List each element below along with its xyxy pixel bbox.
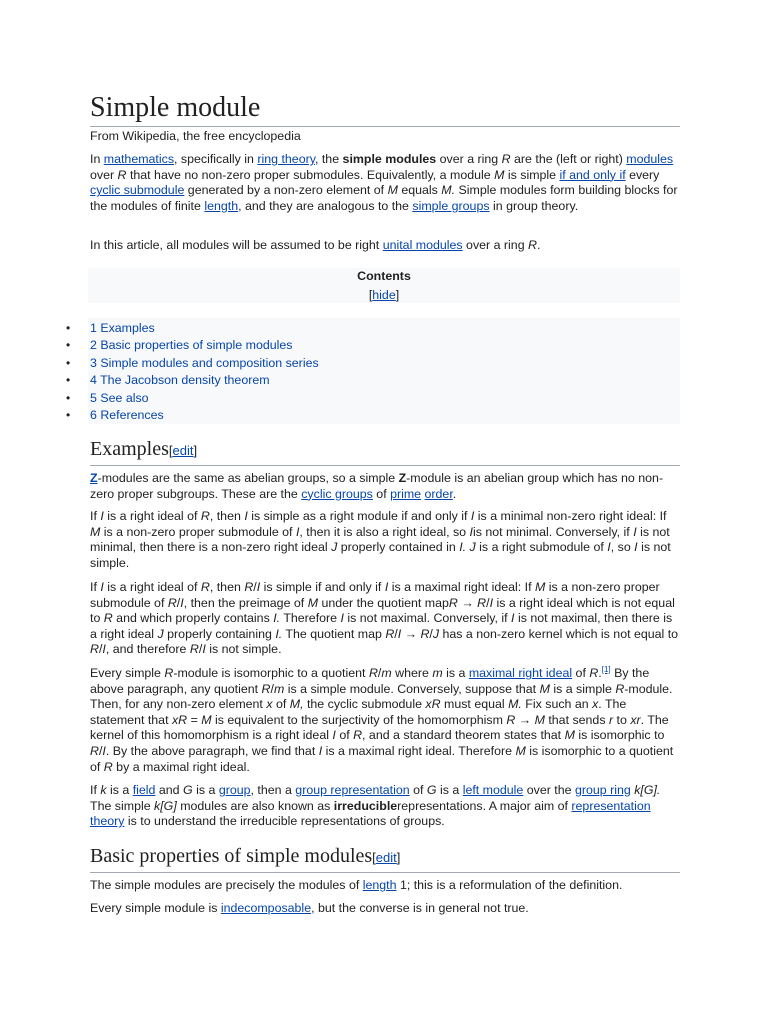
toc-item-label[interactable]: 1 Examples — [90, 321, 155, 335]
text-run: is a non-zero proper submodule of — [100, 524, 296, 539]
text-run: I — [180, 595, 184, 610]
text-run: is a right submodule of — [475, 540, 608, 555]
text-run: -module is isomorphic to a quotient — [173, 666, 369, 680]
text-run: is a right ideal of — [103, 509, 201, 523]
text-run: By the above paragraph, any quotient — [90, 666, 650, 696]
text-run: is a non-zero proper submodule of — [90, 580, 660, 610]
text-run: to — [613, 712, 631, 727]
text-run: → — [457, 595, 478, 610]
text-run: . — [452, 486, 457, 501]
text-run: R — [615, 681, 625, 696]
text-run: I — [634, 540, 638, 555]
text-run: R — [528, 238, 537, 252]
text-run: over the — [523, 783, 575, 797]
text-run: where — [391, 666, 433, 680]
text-run: m — [432, 666, 443, 680]
text-run: R — [189, 642, 199, 657]
text-run: , and a standard theorem states that — [362, 728, 565, 743]
text-run: I — [244, 509, 248, 523]
article-link[interactable]: left module — [462, 783, 524, 797]
text-run: M — [494, 167, 505, 182]
toc-item-label[interactable]: 3 Simple modules and composition series — [90, 355, 319, 370]
text-run: over — [90, 167, 118, 182]
text-run: that sends — [544, 712, 609, 727]
text-run: I. — [275, 626, 283, 641]
article-link[interactable]: [1] — [601, 664, 611, 674]
text-run: Fix such an — [521, 697, 593, 712]
text-run: M — [387, 183, 398, 198]
text-run: R — [103, 611, 113, 626]
text-run: , then the preimage of — [183, 595, 308, 610]
edit-section-link[interactable]: edit — [375, 850, 397, 865]
text-run: = — [187, 712, 202, 727]
text-run: is a maximal right ideal. Therefore — [322, 743, 516, 758]
text-run: R — [261, 681, 271, 696]
examples-paragraph-5 — [90, 783, 680, 830]
text-run: and — [155, 783, 183, 797]
article-link[interactable]: group ring — [574, 783, 631, 797]
text-run: G — [426, 783, 437, 797]
text-run: R — [501, 152, 511, 166]
text-run: R — [167, 595, 177, 610]
examples-paragraph-3 — [90, 580, 680, 658]
text-run: M — [90, 524, 101, 539]
text-run: G — [183, 783, 193, 797]
text-run: I — [256, 580, 261, 594]
text-run: R — [506, 712, 516, 727]
text-run: If — [90, 783, 101, 797]
section-heading-text: Basic properties of simple modules — [90, 845, 373, 867]
text-run: under the quotient map — [318, 595, 449, 610]
text-run: -modules are the same as abelian groups, so a simple — [97, 471, 399, 485]
text-run: / — [176, 595, 181, 610]
text-run: I — [340, 611, 344, 626]
article-link[interactable]: cyclic submodule — [90, 183, 185, 198]
text-run: is not maximal. Conversely, if — [343, 611, 512, 626]
text-run: is not simple. — [90, 540, 671, 570]
text-run: I — [489, 595, 494, 610]
text-run: in group theory. — [489, 198, 579, 213]
text-run: . — [537, 238, 541, 252]
article-link[interactable]: unital modules — [382, 238, 463, 252]
examples-paragraph-1 — [90, 471, 680, 502]
text-run: is a right ideal which is not equal to — [90, 595, 675, 626]
toc-item-label[interactable]: 2 Basic properties of simple modules — [90, 338, 293, 353]
text-run: is not minimal, then there is a non-zero right ideal — [90, 524, 670, 555]
text-run: is simple — [504, 167, 560, 182]
text-run: I — [633, 524, 637, 539]
intro-paragraph-2 — [90, 238, 680, 254]
examples-paragraph-4 — [90, 666, 680, 775]
text-run: R — [117, 167, 127, 182]
table-of-contents — [88, 268, 680, 303]
edit-section-control — [372, 850, 400, 865]
examples-paragraph-2 — [90, 509, 680, 571]
article-link[interactable]: length — [362, 878, 397, 892]
text-run: J — [157, 626, 164, 641]
toc-item[interactable] — [0, 407, 680, 424]
text-run: M — [201, 712, 212, 727]
text-run: over a ring — [436, 152, 502, 166]
section-heading-basic-properties — [90, 844, 680, 873]
text-run: In this article, all modules will be assumed to be right — [90, 238, 383, 252]
text-run: k[G] — [154, 798, 177, 813]
toc-hide-close-bracket: ] — [395, 287, 400, 302]
text-run: representations. A major aim of — [397, 798, 572, 813]
text-run: simple modules — [342, 152, 437, 166]
text-run: , the — [314, 152, 343, 166]
text-run: / — [198, 642, 203, 657]
text-run: I. — [459, 540, 467, 555]
text-run: , then — [209, 580, 245, 594]
text-run: is equivalent to the surjectivity of the homomorphism — [211, 712, 507, 727]
text-run: Every simple — [90, 666, 165, 680]
toc-hide-open-bracket: [ — [368, 287, 373, 302]
text-run: I — [469, 524, 473, 539]
text-run: of — [272, 697, 290, 712]
text-run: . By the above paragraph, we find that — [105, 743, 319, 758]
text-run: r — [608, 712, 614, 727]
article-link[interactable]: simple groups — [412, 198, 490, 213]
text-run: / — [270, 681, 274, 696]
text-run: I — [470, 509, 475, 523]
text-run: R — [385, 626, 395, 641]
text-run: → — [401, 626, 421, 641]
text-run: properly contained in — [337, 540, 460, 555]
text-run: , then it is also a right ideal, so — [299, 524, 470, 539]
tagline: From Wikipedia, the free encyclopedia — [90, 129, 301, 143]
text-run: M — [534, 580, 546, 594]
section-heading-examples — [90, 437, 680, 466]
text-run: , then — [209, 509, 245, 523]
text-run: / — [429, 626, 433, 641]
text-run: -module is an abelian group which has no non-zero proper subgroups. These are the — [90, 471, 664, 501]
text-run: / — [394, 626, 398, 641]
text-run: I — [318, 743, 323, 758]
edit-section-link[interactable]: edit — [172, 443, 194, 458]
text-run: R — [448, 595, 458, 610]
text-run: M — [539, 681, 550, 696]
text-run: 1; this is a reformulation of the definition. — [396, 878, 623, 892]
text-run: properly containing — [163, 626, 276, 641]
article-link[interactable]: cyclic groups — [301, 486, 373, 501]
text-run: I — [607, 540, 611, 555]
toc-item-label[interactable]: 6 References — [90, 407, 164, 422]
edit-open-bracket: [ — [372, 850, 376, 865]
text-run: x — [266, 697, 273, 712]
edit-open-bracket: [ — [168, 443, 173, 458]
text-run: irreducible — [333, 798, 398, 813]
text-run: M. — [508, 697, 522, 712]
text-run: / — [98, 743, 103, 758]
text-run: / — [253, 580, 257, 594]
article-link[interactable]: indecomposable — [220, 901, 312, 915]
text-run: R — [200, 509, 210, 523]
text-run: M. — [441, 183, 456, 198]
text-run: xR — [425, 697, 441, 712]
text-run: Z — [398, 471, 407, 485]
toc-item[interactable] — [0, 372, 680, 389]
text-run: → — [515, 712, 535, 727]
text-run: of — [409, 783, 427, 797]
text-run: If — [90, 580, 101, 594]
text-run: is isomorphic to — [574, 728, 665, 743]
bullet-icon: • — [66, 338, 71, 353]
text-run: J — [432, 626, 440, 641]
text-run: must equal — [440, 697, 509, 712]
basic-paragraph-2 — [90, 901, 680, 917]
text-run: J — [469, 540, 476, 555]
text-run: I — [511, 611, 515, 626]
text-run: is a minimal non-zero right ideal: If — [474, 509, 667, 523]
text-run: are the (left or right) — [510, 152, 627, 166]
bullet-icon: • — [66, 373, 71, 388]
text-run: I — [384, 580, 389, 594]
bullet-icon: • — [66, 355, 71, 370]
text-run: modules are also known as — [176, 798, 334, 813]
text-run: is a maximal right ideal: If — [388, 580, 535, 594]
text-run: k[G]. — [634, 783, 661, 797]
text-run: I — [202, 642, 206, 657]
text-run: the cyclic submodule — [303, 697, 426, 712]
text-run: m — [273, 681, 285, 696]
text-run: is to understand the irreducible representations of groups. — [124, 814, 445, 829]
text-run: I — [102, 743, 106, 758]
text-run: , then a — [250, 783, 296, 797]
toc-list — [0, 320, 680, 424]
text-run: I — [100, 509, 104, 523]
text-run: , so — [610, 540, 635, 555]
text-run: R — [200, 580, 210, 594]
text-run: is a — [436, 783, 463, 797]
toc-title: Contents — [357, 269, 411, 283]
intro-paragraph — [90, 152, 680, 214]
text-run: is a — [442, 666, 469, 680]
text-run: R — [103, 759, 113, 774]
bullet-icon: • — [66, 321, 71, 335]
text-run: I — [397, 626, 402, 641]
text-run: and which properly contains — [112, 611, 274, 626]
text-run: equals — [397, 183, 442, 198]
text-run: x — [592, 697, 599, 712]
text-run: that have no non-zero proper submodules. Equivalently, a module — [126, 167, 495, 182]
text-run: of — [335, 728, 354, 743]
text-run: is simple if and only if — [260, 580, 385, 594]
text-run: is a — [192, 783, 219, 797]
text-run: R — [368, 666, 378, 680]
article-link[interactable]: if and only if — [559, 167, 626, 182]
text-run: . The statement that — [90, 697, 627, 727]
section-heading-text: Examples — [90, 438, 169, 460]
text-run: R — [420, 626, 430, 641]
article-link[interactable]: field — [132, 783, 156, 797]
text-run: R — [353, 728, 363, 743]
article-link[interactable]: maximal right ideal — [468, 666, 573, 680]
text-run: The simple modules are precisely the modules of — [90, 878, 363, 892]
bullet-icon: • — [66, 407, 71, 422]
article-link[interactable]: mathematics — [103, 152, 175, 166]
text-run: has a non-zero kernel which is not equal to — [439, 626, 679, 641]
text-run: The simple — [90, 798, 155, 813]
text-run: m — [381, 666, 392, 680]
text-run: / — [486, 595, 490, 610]
toc-item[interactable] — [0, 390, 680, 407]
toc-item[interactable] — [0, 337, 680, 354]
basic-paragraph-1 — [90, 878, 680, 894]
article-link[interactable]: modules — [626, 152, 674, 166]
text-run: M, — [289, 697, 304, 712]
text-run: of — [572, 666, 590, 680]
text-run: is not minimal. Conversely, if — [472, 524, 634, 539]
text-run: is a right ideal of — [103, 580, 201, 594]
text-run: , and therefore — [105, 642, 190, 657]
article-link[interactable]: ring theory — [257, 152, 315, 166]
text-run: I — [295, 524, 300, 539]
text-run: M — [307, 595, 319, 610]
edit-close-bracket: ] — [193, 443, 198, 458]
article-link[interactable]: group — [218, 783, 251, 797]
article-link[interactable]: representation theory — [90, 798, 651, 829]
toc-item[interactable] — [0, 320, 680, 337]
text-run: R — [477, 595, 487, 610]
text-run: -module. Then, for any non-zero element — [90, 681, 673, 712]
text-run: In — [90, 152, 104, 166]
text-run: M — [564, 728, 575, 743]
text-run: every — [625, 167, 660, 182]
article-link[interactable]: prime — [390, 486, 422, 501]
text-run: is not maximal, then there is a right ideal — [90, 611, 673, 641]
text-run: is a simple — [549, 681, 616, 696]
edit-section-control — [169, 443, 197, 458]
text-run: R — [164, 666, 174, 680]
text-run: The quotient map — [282, 626, 386, 641]
text-run: . The kernel of this homomorphism is a right ideal — [90, 712, 669, 743]
text-run: . — [598, 666, 602, 680]
article-link[interactable]: group representation — [295, 783, 410, 797]
page-title: Simple module — [90, 92, 680, 127]
text-run: Therefore — [280, 611, 341, 626]
text-run: k — [100, 783, 107, 797]
text-run: / — [98, 642, 103, 657]
text-run: / — [377, 666, 382, 680]
text-run: I — [102, 642, 106, 657]
text-run: generated by a non-zero element of — [184, 183, 388, 198]
article-link[interactable]: Z — [90, 471, 98, 485]
toc-hide-link[interactable]: hide — [372, 287, 396, 302]
text-run: is not simple. — [205, 642, 282, 657]
toc-item-label[interactable]: 5 See also — [90, 390, 149, 405]
text-run: , but the converse is in general not true. — [311, 901, 529, 915]
text-run: by a maximal right ideal. — [112, 759, 250, 774]
text-run: If — [90, 509, 101, 523]
toc-item[interactable] — [0, 355, 680, 372]
text-run: Every simple module is — [90, 901, 221, 915]
text-run: Simple modules form building blocks for the modules of finite — [90, 183, 678, 213]
text-run: xR — [171, 712, 188, 727]
text-run: , specifically in — [174, 152, 258, 166]
text-run: I. — [273, 611, 281, 626]
edit-close-bracket: ] — [396, 850, 401, 865]
text-run: M — [534, 712, 545, 727]
text-run: I — [332, 728, 336, 743]
text-run: is isomorphic to a quotient of — [90, 743, 674, 774]
text-run: is a simple module. Conversely, suppose that — [284, 681, 540, 696]
text-run: xr — [630, 712, 641, 727]
text-run: R — [589, 666, 599, 680]
text-run: , and they are analogous to the — [238, 198, 413, 213]
bullet-icon: • — [66, 390, 71, 405]
text-run: over a ring — [462, 238, 529, 252]
text-run: I — [100, 580, 104, 594]
text-run: R — [90, 743, 99, 758]
text-run: is a — [106, 783, 133, 797]
toc-hide-control — [88, 288, 680, 304]
text-run: R — [90, 642, 99, 657]
text-run: R — [244, 580, 254, 594]
article-link[interactable]: length — [204, 198, 239, 213]
article-link[interactable]: order — [424, 486, 453, 501]
text-run: J — [331, 540, 338, 555]
text-run: of — [372, 486, 391, 501]
text-run: is simple as a right module if and only if — [247, 509, 471, 523]
toc-item-label[interactable]: 4 The Jacobson density theorem — [90, 373, 270, 388]
text-run: M — [515, 743, 526, 758]
